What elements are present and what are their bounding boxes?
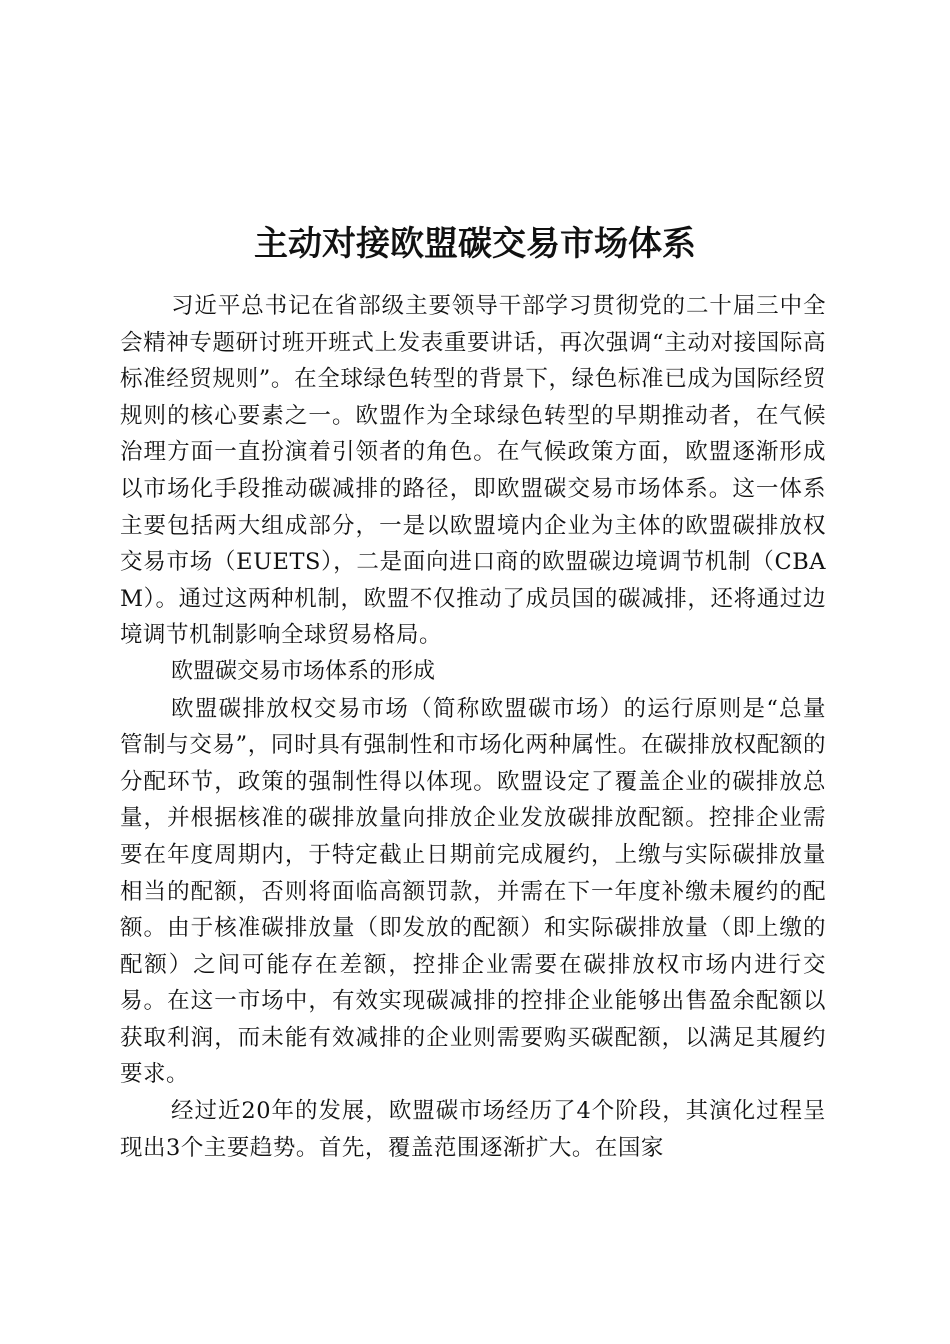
section-paragraph-1: 欧盟碳排放权交易市场（简称欧盟碳市场）的运行原则是“总量管制与交易”，同时具有强制性和市场化两种属性。在碳排放权配额的分配环节，政策的强制性得以体现。欧盟设定了覆盖企业的碳排放总量，并根据核准的碳排放量向排放企业发放碳排放配额。控排企业需要在年度周期内，于特定截止日期前完成履约，上缴与实际碳排放量相当的配额，否则将面临高额罚款，并需在下一年度补缴未履约的配额。由于核准碳排放量（即发放的配额）和实际碳排放量（即上缴的配额）之间可能存在差额，控排企业需要在碳排放权市场内进行交易。在这一市场中，有效实现碳减排的控排企业能够出售盈余配额以获取利润，而未能有效减排的企业则需要购买碳配额，以满足其履约要求。: [120, 695, 826, 1088]
document-body: [120, 288, 826, 1166]
document-title: 主动对接欧盟碳交易市场体系: [254, 223, 696, 264]
section-paragraph-2: 经过近20年的发展，欧盟碳市场经历了4个阶段，其演化过程呈现出3个主要趋势。首先，覆盖范围逐渐扩大。在国家: [120, 1098, 826, 1161]
intro-paragraph: 习近平总书记在省部级主要领导干部学习贯彻党的二十届三中全会精神专题研讨班开班式上发表重要讲话，再次强调“主动对接国际高标准经贸规则”。在全球绿色转型的背景下，绿色标准已成为国际经贸规则的核心要素之一。欧盟作为全球绿色转型的早期推动者，在气候治理方面一直扮演着引领者的角色。在气候政策方面，欧盟逐渐形成以市场化手段推动碳减排的路径，即欧盟碳交易市场体系。这一体系主要包括两大组成部分，一是以欧盟境内企业为主体的欧盟碳排放权交易市场（EUETS），二是面向进口商的欧盟碳边境调节机制（CBAM）。通过这两种机制，欧盟不仅推动了成员国的碳减排，还将通过边境调节机制影响全球贸易格局。: [120, 293, 826, 649]
section-heading: 欧盟碳交易市场体系的形成: [171, 658, 436, 684]
